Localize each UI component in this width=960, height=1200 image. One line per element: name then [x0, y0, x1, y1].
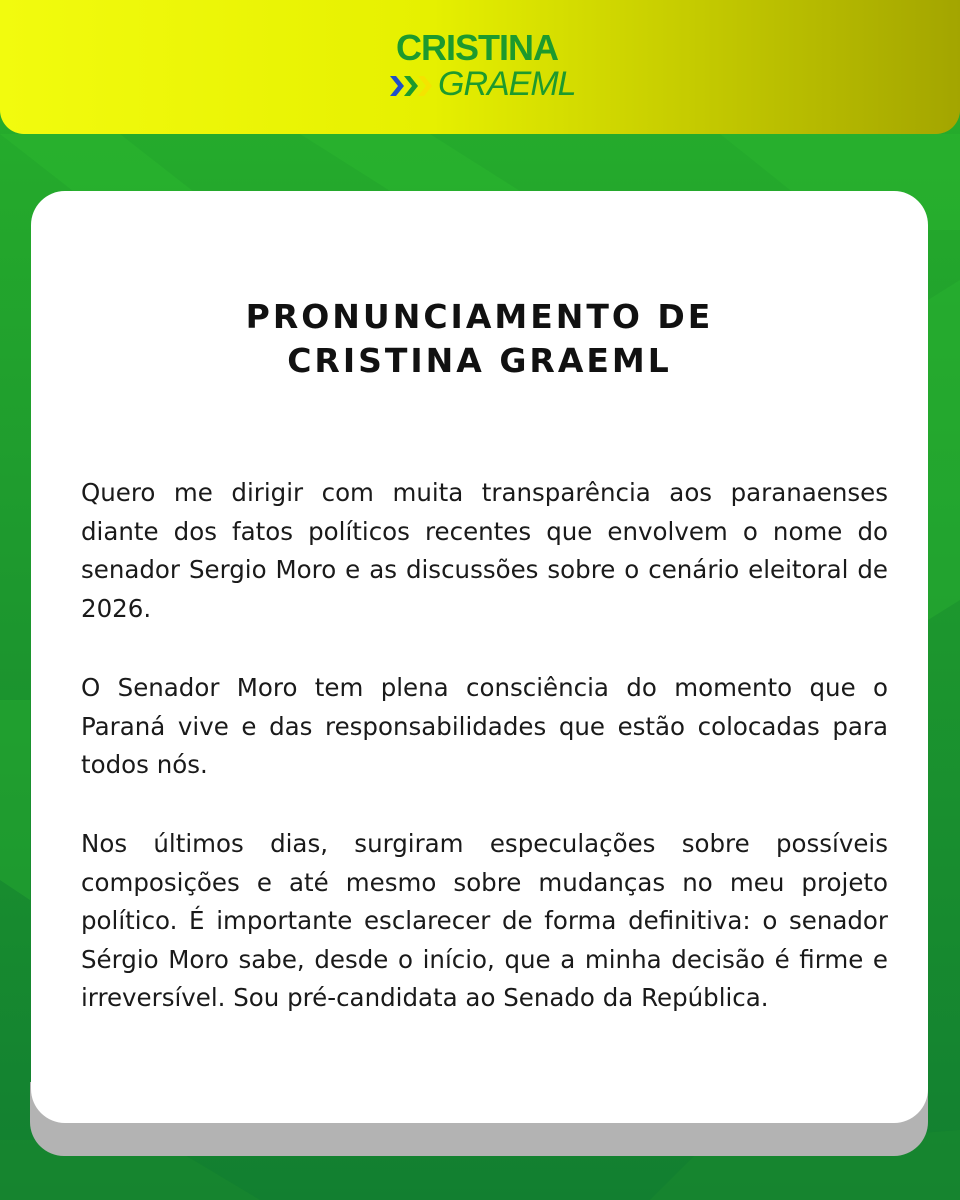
statement-paragraph-3: Nos últimos dias, surgiram especulações sobre possíveis composições e até mesmo sobre mudanças no meu projeto político. É importante esclarecer de forma definitiva: o senador Sérgio Moro sabe, desde o início, que a minha decisão é firme e irreversível. Sou pré-candidata ao Senado da República. [81, 829, 888, 1012]
statement-paragraph-2: O Senador Moro tem plena consciência do momento que o Paraná vive e das responsabilidades que estão colocadas para todos nós. [81, 673, 888, 779]
logo-name-bottom: GRAEML [438, 65, 576, 103]
logo-name-top: CRISTINA [396, 27, 558, 68]
chevron-arrows-icon [390, 74, 434, 98]
statement-paragraph-1: Quero me dirigir com muita transparência aos paranaenses diante dos fatos políticos recentes que envolvem o nome do senador Sergio Moro e as discussões sobre o cenário eleitoral de 2026. [81, 478, 888, 623]
brand-logo [380, 28, 580, 108]
title-line-2: CRISTINA GRAEML [287, 341, 672, 380]
statement-title [91, 295, 868, 383]
brand-header [0, 0, 960, 134]
title-line-1: PRONUNCIAMENTO DE [245, 297, 714, 336]
statement-card [31, 191, 928, 1123]
